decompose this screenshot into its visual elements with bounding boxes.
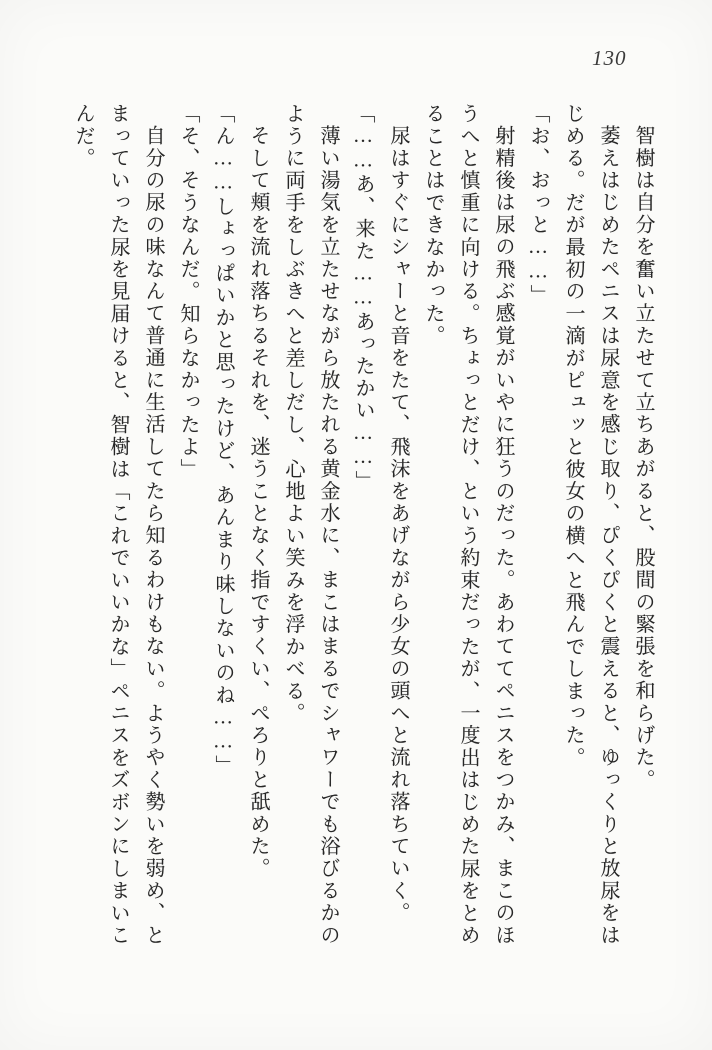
text-line: 「お、おっと……」 — [527, 103, 549, 307]
text-line: うへと慎重に向ける。ちょっとだけ、という約束だったが、一度出はじめた尿をとめ — [457, 103, 479, 947]
text-line: まっていった尿を見届けると、智樹は「これでいいかな」ペニスをズボンにしまいこ — [107, 103, 129, 947]
text-line: 「そ、そうなんだ。知らなかったよ」 — [177, 103, 199, 481]
text-line: じめる。だが最初の一滴がピュッと彼女の横へと飛んでしまった。 — [562, 103, 584, 769]
text-line: 「……あ、来た……あったかい……」 — [352, 103, 374, 493]
text-line: そして頬を流れ落ちるそれを、迷うことなく指ですくい、ぺろりと舐めた。 — [247, 125, 269, 880]
text-line: 薄い湯気を立たせながら放たれる黄金水に、まこはまるでシャワーでも浴びるかの — [317, 125, 339, 947]
text-line: 「ん……しょっぱいかと思ったけど、あんまり味しないのね……」 — [212, 103, 234, 777]
text-line: 射精後は尿の飛ぶ感覚がいやに狂うのだった。あわててペニスをつかみ、まこのほ — [492, 125, 514, 947]
text-line: ように両手をしぶきへと差しだし、心地よい笑みを浮かべる。 — [282, 103, 304, 725]
page-number: 130 — [592, 46, 627, 70]
text-block — [65, 103, 660, 983]
text-line: んだ。 — [72, 103, 94, 170]
text-line: 自分の尿の味なんて普通に生活してたら知るわけもない。ようやく勢いを弱め、と — [142, 125, 164, 947]
text-line: 萎えはじめたペニスは尿意を感じ取り、ぴくぴくと震えると、ゆっくりと放尿をは — [597, 125, 619, 947]
text-line: 尿はすぐにシャーと音をたて、飛沫をあげながら少女の頭へと流れ落ちていく。 — [387, 125, 409, 925]
text-line: ることはできなかった。 — [422, 103, 444, 348]
text-line: 智樹は自分を奮い立たせて立ちあがると、股間の緊張を和らげた。 — [632, 125, 654, 791]
